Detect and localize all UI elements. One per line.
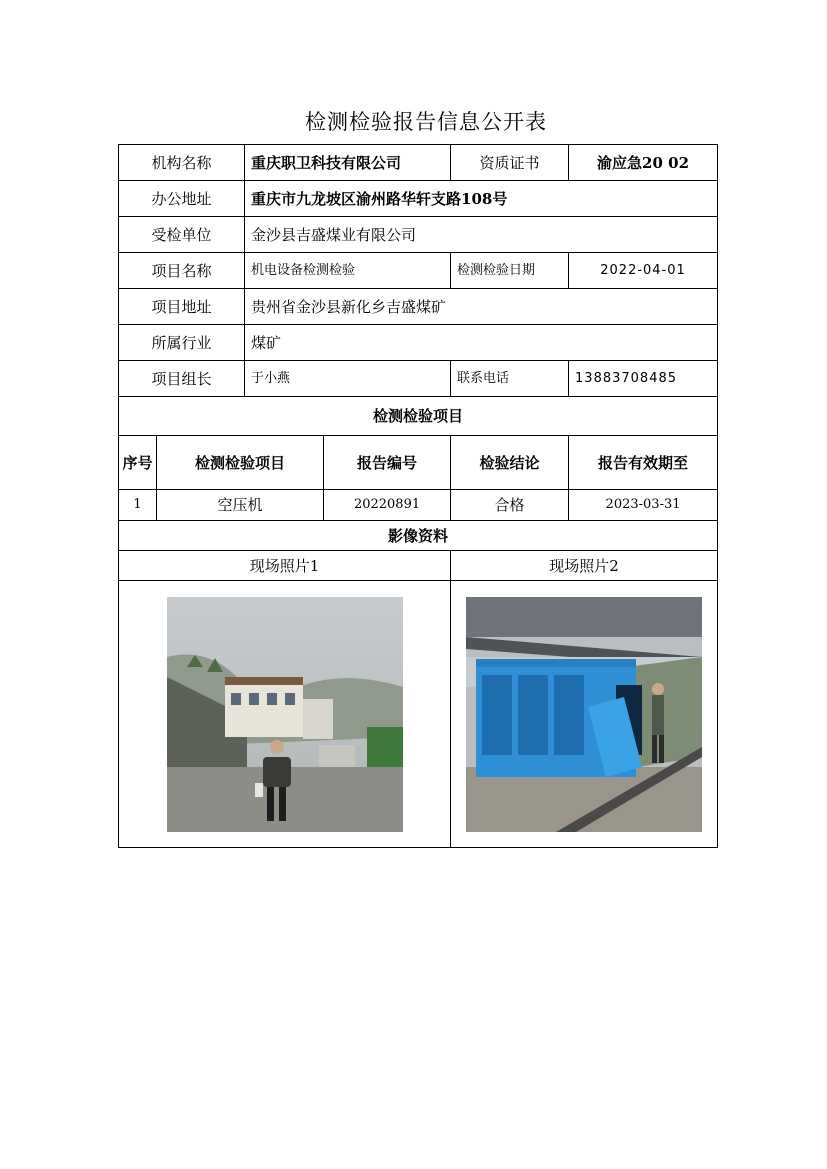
page-title: 检测检验报告信息公开表 [305,110,547,134]
photo2-cell [451,581,718,848]
row-item: 空压机 [157,490,324,521]
site-label: 项目地址 [119,289,245,325]
row-report-no: 20220891 [324,490,451,521]
col-header-item: 检测检验项目 [157,436,324,490]
site-photo-2 [466,597,702,832]
project-value: 机电设备检测检验 [245,253,451,289]
col-header-conclusion: 检验结论 [451,436,569,490]
cert-value: 渝应急20 02 [569,145,718,181]
row-valid-until: 2023-03-31 [569,490,718,521]
photo1-cell [119,581,451,848]
images-heading: 影像资料 [119,521,718,551]
address-value: 重庆市九龙坡区渝州路华轩支路108号 [245,181,718,217]
col-header-valid-until: 报告有效期至 [569,436,718,490]
leader-value: 于小燕 [245,361,451,397]
report-table [118,144,718,848]
phone-label: 联系电话 [451,361,569,397]
cert-label: 资质证书 [451,145,569,181]
date-value: 2022-04-01 [569,253,718,289]
site-photo-1 [167,597,403,832]
photo2-label: 现场照片2 [451,551,718,581]
phone-value: 13883708485 [569,361,718,397]
date-label: 检测检验日期 [451,253,569,289]
col-header-report-no: 报告编号 [324,436,451,490]
leader-label: 项目组长 [119,361,245,397]
items-heading: 检测检验项目 [119,397,718,436]
photo1-label: 现场照片1 [119,551,451,581]
address-label: 办公地址 [119,181,245,217]
site-value: 贵州省金沙县新化乡吉盛煤矿 [245,289,718,325]
org-label: 机构名称 [119,145,245,181]
col-header-seq: 序号 [119,436,157,490]
row-seq: 1 [119,490,157,521]
client-label: 受检单位 [119,217,245,253]
org-value: 重庆职卫科技有限公司 [245,145,451,181]
project-label: 项目名称 [119,253,245,289]
industry-label: 所属行业 [119,325,245,361]
industry-value: 煤矿 [245,325,718,361]
row-conclusion: 合格 [451,490,569,521]
client-value: 金沙县吉盛煤业有限公司 [245,217,718,253]
